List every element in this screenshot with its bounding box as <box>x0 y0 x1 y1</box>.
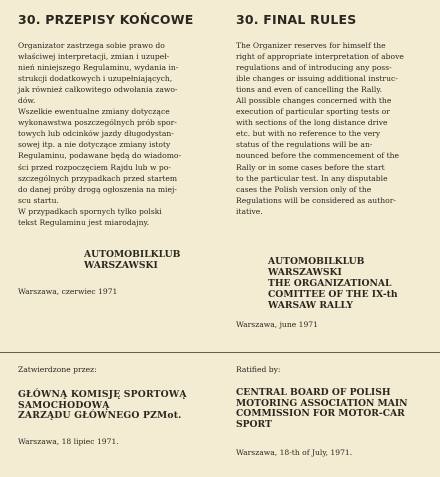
english-organizer: AUTOMOBILKLUB WARSZAWSKI THE ORGANIZATIONAL COMITTEE OF THE IX-th WARSAW RALLY <box>268 256 398 311</box>
polish-approved-label: Zatwierdzone przez: <box>18 365 97 374</box>
english-heading: 30. FINAL RULES <box>236 12 357 27</box>
polish-approving-body: GŁÓWNĄ KOMISJĘ SPORTOWĄ SAMOCHODOWĄ ZARZĄDU GŁÓWNEGO PZMot. <box>18 389 187 421</box>
english-ratified-label: Ratified by: <box>236 365 281 374</box>
polish-rules-text: Organizator zastrzega sobie prawo do właściwej interpretacji, zmian i uzupeł- nień niniejszego Regulaminu, wydania in- strukcji dodatkowych i uzupełniających, jak również całkowitego odwołania zawo- dów. Wszelkie ewentualne zmiany dotyczące wykonawstwa poszczególnych prób spor- towych lub odcinków jazdy długodystan- sowej itp. a nie dotyczące zmiany istoty Regulaminu, podawane będą do wiadomo- ści przed rozpoczęciem Rajdu lub w po- szczególnych przypadkach przed startem do danej próby drogą ogłoszenia na miej- scu startu. W przypadkach spornych tylko polski tekst Regulaminu jest miarodajny. <box>18 41 182 227</box>
english-date: Warszawa, june 1971 <box>236 320 318 329</box>
polish-heading: 30. PRZEPISY KOŃCOWE <box>18 12 194 27</box>
english-approving-body: CENTRAL BOARD OF POLISH MOTORING ASSOCIATION MAIN COMMISSION FOR MOTOR-CAR SPORT <box>236 387 408 430</box>
section-divider <box>0 352 440 353</box>
english-rules-text: The Organizer reserves for himself the right of appropriate interpretation of above regulations and of introducing any poss- ible changes or issuing additional instruc- tions and even of cancelling the Rally. All possible changes concerned with the execution of particular sporting tests or with sections of the long distance drive etc. but with no reference to the very status of the regulations will be an- nounced before the commencement of the Rally or in some cases before the start to the particular test. In any disputable cases the Polish version only of the Regulations will be considered as author- itative. <box>236 41 404 216</box>
polish-organizer: AUTOMOBILKLUB WARSZAWSKI <box>84 249 181 271</box>
polish-approval-date: Warszawa, 18 lipiec 1971. <box>18 437 119 446</box>
english-approval-date: Warszawa, 18-th of July, 1971. <box>236 448 353 457</box>
polish-date: Warszawa, czerwiec 1971 <box>18 287 118 296</box>
